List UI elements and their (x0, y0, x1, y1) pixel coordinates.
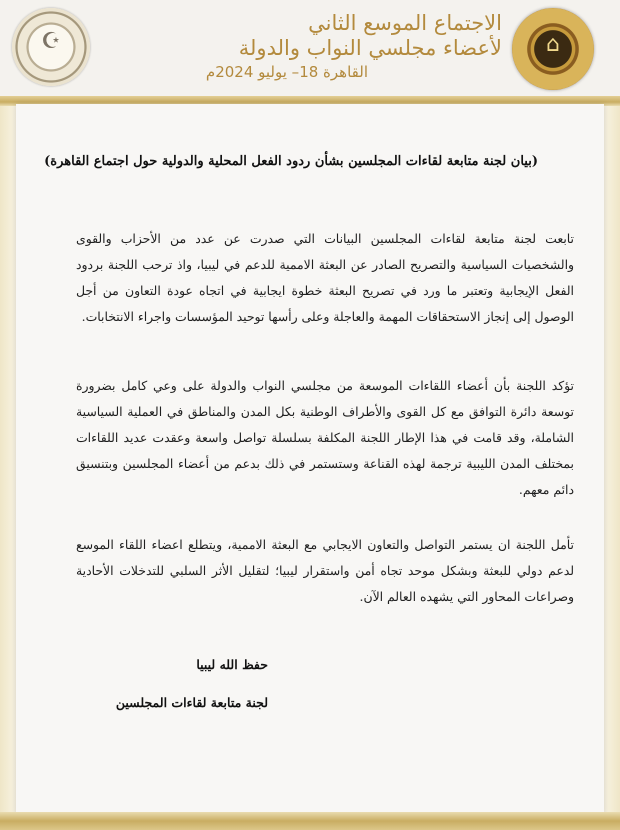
footer-bar (0, 812, 620, 830)
crescent-star-icon: ☪ (41, 29, 61, 54)
paragraph-1: تابعت لجنة متابعة لقاءات المجلسين البيانات التي صدرت عن عدد من الأحزاب والقوى والشخصيات السياسية والتصريح الصادر عن البعثة الاممية للدعم في ليبيا، واذ ترحب اللجنة بردود الفعل الإيجابية وتعتبر ما ورد في تصريح البعثة خطوة ايجابية في اتجاه عودة التعاون من أجل الوصول إلى إنجاز الاستحقاقات المهمة والعاجلة وعلى رأسها توحيد المؤسسات واجراء الانتخابات. (76, 231, 574, 324)
paragraph-3: تأمل اللجنة ان يستمر التواصل والتعاون الايجابي مع البعثة الاممية، ويتطلع اعضاء اللقاء الموسع لدعم دولي للبعثة وبشكل موحد تجاه أمن واستقرار ليبيا؛ لتقليل الأثر السلبي للتدخلات الأحادية وصراعات المحاور التي يشهده العالم الآن. (76, 537, 574, 604)
paragraph-2: تؤكد اللجنة بأن أعضاء اللقاءات الموسعة من مجلسي النواب والدولة على وعي كامل بضرورة توسعة دائرة التوافق مع كل القوى والأطراف الوطنية بكل المدن والمناطق في العملية السياسية الشاملة، وقد قامت في هذا الإطار اللجنة المكلفة بسلسلة تواصل واسعة وعقدت عديد اللقاءات بمختلف المدن الليبية ترجمة لهذه القناعة وستستمر في ذلك بدعم من أعضاء المجلسين وبتنسيق دائم معهم. (76, 378, 574, 497)
signature: لجنة متابعة لقاءات المجلسين (115, 695, 268, 710)
header-title-line2: لأعضاء مجلسي النواب والدولة (238, 36, 502, 60)
header-date: القاهرة 18– يوليو 2024م (205, 63, 368, 81)
closing-line: حفظ الله ليبيا (196, 657, 268, 672)
house-of-representatives-seal-icon (512, 8, 594, 90)
parliament-dome-icon: ⌂ (546, 32, 560, 57)
statement-title: (بيان لجنة متابعة لقاءات المجلسين بشأن ردود الفعل المحلية والدولية حول اجتماع القاهرة) (44, 154, 538, 169)
state-council-seal-icon (12, 8, 90, 86)
header-title-line1: الاجتماع الموسع الثاني (308, 11, 502, 35)
